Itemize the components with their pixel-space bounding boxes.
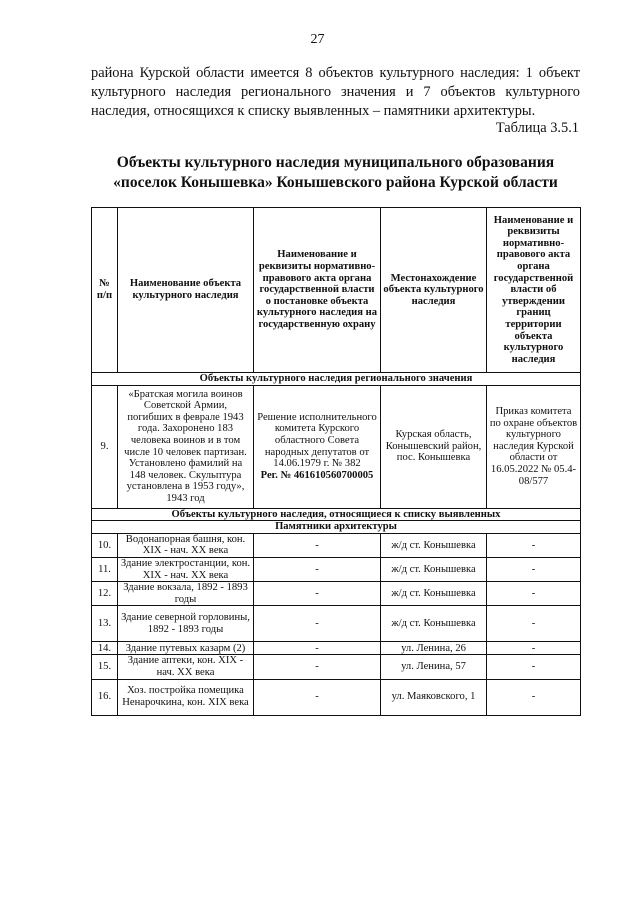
- row-9-location: Курская область, Конышевский район, пос. Конышевка: [381, 385, 487, 508]
- header-borders: Наименование и реквизиты нормативно-правового акта органа государственной власти об утверждении границ территории объекта культурного наследия: [487, 208, 581, 373]
- row-borders: -: [487, 606, 581, 642]
- row-num: 11.: [92, 557, 118, 581]
- row-num: 12.: [92, 582, 118, 606]
- row-act: -: [254, 655, 381, 679]
- row-borders: -: [487, 679, 581, 715]
- row-9-num: 9.: [92, 385, 118, 508]
- row-name: Здание аптеки, кон. XIX - нач. XX века: [118, 655, 254, 679]
- table-row: [92, 582, 581, 606]
- document-title-line-1: Объекты культурного наследия муниципального образования: [116, 154, 555, 171]
- section-identified: Объекты культурного наследия, относящиеся к списку выявленных: [92, 508, 581, 521]
- row-location: ул. Ленина, 26: [381, 642, 487, 655]
- header-location: Местонахождение объекта культурного наследия: [381, 208, 487, 373]
- row-act: -: [254, 582, 381, 606]
- table-row: [92, 655, 581, 679]
- header-act: Наименование и реквизиты нормативно-правового акта органа государственной власти о постановке объекта культурного наследия на государственную охрану: [254, 208, 381, 373]
- row-borders: -: [487, 655, 581, 679]
- table-row: [92, 557, 581, 581]
- row-9-act-text: Решение исполнительного комитета Курского областного Совета народных депутатов от 14.06.1979 г. № 382: [257, 411, 377, 470]
- row-location: ул. Ленина, 57: [381, 655, 487, 679]
- row-borders: -: [487, 557, 581, 581]
- row-name: Здание электростанции, кон. XIX - нач. XX века: [118, 557, 254, 581]
- row-num: 14.: [92, 642, 118, 655]
- section-row-identified: [92, 508, 581, 521]
- intro-paragraph: [91, 64, 580, 121]
- row-borders: -: [487, 533, 581, 557]
- row-act: -: [254, 679, 381, 715]
- table-row: [92, 385, 581, 508]
- section-regional: Объекты культурного наследия регионального значения: [92, 373, 581, 386]
- table-row: [92, 606, 581, 642]
- table-row: [92, 533, 581, 557]
- row-9-borders: Приказ комитета по охране объектов культурного наследия Курской области от 16.05.2022 № 05.4-08/577: [487, 385, 581, 508]
- row-num: 13.: [92, 606, 118, 642]
- row-act: -: [254, 533, 381, 557]
- row-num: 16.: [92, 679, 118, 715]
- row-name: Водонапорная башня, кон. XIX - нач. XX века: [118, 533, 254, 557]
- row-9-name: «Братская могила воинов Советской Армии, погибших в феврале 1943 года. Захоронено 183 человека воинов и в том числе 10 человек партизан. Установлено фамилий на 148 человек. Скульптура установлена в 1953 году», 1943 год: [118, 385, 254, 508]
- table-row: [92, 679, 581, 715]
- row-name: Здание путевых казарм (2): [118, 642, 254, 655]
- row-act: -: [254, 642, 381, 655]
- page-number: 27: [310, 32, 325, 47]
- header-name: Наименование объекта культурного наследия: [118, 208, 254, 373]
- header-num: № п/п: [92, 208, 118, 373]
- row-borders: -: [487, 642, 581, 655]
- row-act: -: [254, 606, 381, 642]
- row-name: Здание вокзала, 1892 - 1893 годы: [118, 582, 254, 606]
- document-title: [91, 153, 580, 193]
- row-location: ул. Маяковского, 1: [381, 679, 487, 715]
- intro-text: района Курской области имеется 8 объектов культурного наследия: 1 объект культурного наследия регионального значения и 7 объектов культурного наследия, относящихся к списку выявленных – памятники архитектуры.: [91, 65, 580, 119]
- row-num: 15.: [92, 655, 118, 679]
- table-body: [92, 373, 581, 716]
- document-title-line-2: «поселок Конышевка» Конышевского района Курской области: [113, 174, 558, 191]
- row-location: ж/д ст. Конышевка: [381, 557, 487, 581]
- section-row-regional: [92, 373, 581, 386]
- row-location: ж/д ст. Конышевка: [381, 606, 487, 642]
- row-location: ж/д ст. Конышевка: [381, 582, 487, 606]
- section-row-architecture: [92, 521, 581, 534]
- header-row: [92, 208, 581, 373]
- section-architecture: Памятники архитектуры: [92, 521, 581, 534]
- heritage-table: [91, 207, 581, 716]
- table-label: Таблица 3.5.1: [495, 120, 579, 136]
- row-location: ж/д ст. Конышевка: [381, 533, 487, 557]
- row-name: Хоз. постройка помещика Ненарочкина, кон. XIX века: [118, 679, 254, 715]
- row-name: Здание северной горловины, 1892 - 1893 годы: [118, 606, 254, 642]
- row-act: -: [254, 557, 381, 581]
- row-num: 10.: [92, 533, 118, 557]
- table-row: [92, 642, 581, 655]
- row-9-act: [254, 385, 381, 508]
- row-borders: -: [487, 582, 581, 606]
- row-9-act-reg: Рег. № 461610560700005: [260, 469, 374, 481]
- table-header: [92, 208, 581, 373]
